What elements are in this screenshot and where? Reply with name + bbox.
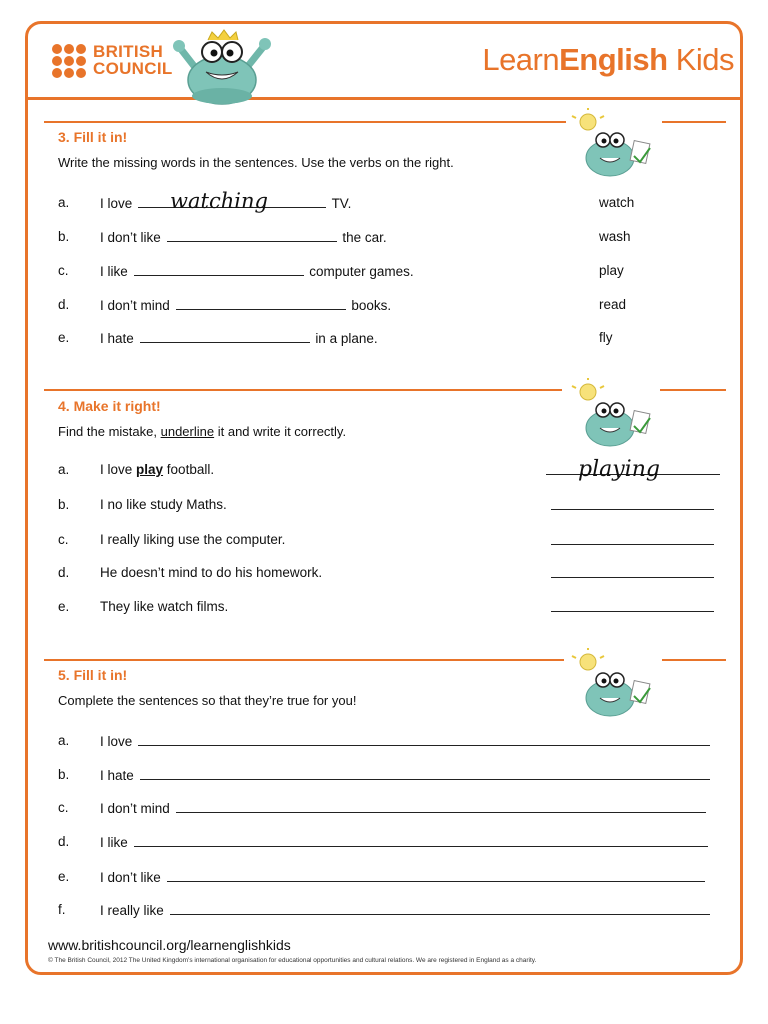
s5-row: c. I don’t mind bbox=[58, 798, 718, 818]
s4-row: b. I no like study Maths. bbox=[58, 495, 718, 515]
mascot-idea-icon bbox=[570, 648, 658, 722]
header-divider bbox=[25, 97, 743, 100]
section5-instruction: Complete the sentences so that they’re true for you! bbox=[58, 693, 357, 708]
handwritten-answer: watching bbox=[170, 189, 268, 213]
handwritten-correction: playing bbox=[578, 457, 660, 482]
section3-title: 3. Fill it in! bbox=[58, 129, 128, 145]
s3-row: b. I don’t like the car. wash bbox=[58, 229, 631, 245]
underlined-mistake: play bbox=[136, 462, 164, 477]
verb-option: wash bbox=[599, 229, 631, 244]
footer-copyright: © The British Council, 2012 The United Kingdom’s international organisation for educational opportunities and cultural relations. We are registered in England as a charity. bbox=[48, 957, 537, 964]
response-blank[interactable] bbox=[140, 765, 710, 780]
section3-instruction: Write the missing words in the sentences. Use the verbs on the right. bbox=[58, 155, 454, 170]
mascot-idea-icon bbox=[570, 378, 658, 452]
section5-rule-left bbox=[44, 659, 564, 661]
british-council-logo bbox=[52, 42, 192, 82]
correction-blank[interactable] bbox=[551, 495, 714, 510]
s5-row: f. I really like bbox=[58, 900, 718, 920]
verb-option: watch bbox=[599, 195, 635, 210]
learnenglish-kids-logo: LearnEnglish Kids bbox=[482, 42, 734, 77]
s3-row: e. I hate in a plane. fly bbox=[58, 330, 613, 346]
response-blank[interactable] bbox=[138, 731, 710, 746]
correction-blank[interactable] bbox=[546, 457, 720, 482]
s4-row: a. I love play football. playing bbox=[58, 460, 718, 480]
mascot-idea-icon bbox=[570, 108, 658, 182]
logo-dots-icon bbox=[52, 44, 88, 80]
answer-blank[interactable] bbox=[134, 261, 304, 276]
s4-row: c. I really liking use the computer. bbox=[58, 530, 718, 550]
section5-rule-right bbox=[662, 659, 726, 661]
s3-row: a. I love watching TV. watch bbox=[58, 189, 635, 213]
answer-blank[interactable] bbox=[140, 328, 310, 343]
answer-blank[interactable] bbox=[167, 227, 337, 242]
section3-rule-left bbox=[44, 121, 566, 123]
s3-row: d. I don’t mind books. read bbox=[58, 297, 627, 313]
section4-instruction: Find the mistake, underline it and write it correctly. bbox=[58, 424, 347, 439]
footer-url[interactable]: www.britishcouncil.org/learnenglishkids bbox=[48, 937, 291, 953]
s4-row: d. He doesn’t mind to do his homework. bbox=[58, 563, 718, 583]
section4-rule-left bbox=[44, 389, 562, 391]
response-blank[interactable] bbox=[176, 798, 706, 813]
s5-row: e. I don’t like bbox=[58, 867, 718, 887]
section4-title: 4. Make it right! bbox=[58, 398, 161, 414]
s5-row: b. I hate bbox=[58, 765, 718, 785]
section5-title: 5. Fill it in! bbox=[58, 667, 128, 683]
verb-option: read bbox=[599, 297, 627, 312]
section3-rule-right bbox=[662, 121, 726, 123]
correction-blank[interactable] bbox=[551, 530, 714, 545]
verb-option: fly bbox=[599, 330, 613, 345]
verb-option: play bbox=[599, 263, 624, 278]
answer-blank[interactable] bbox=[138, 189, 326, 213]
s4-row: e. They like watch films. bbox=[58, 597, 718, 617]
section4-rule-right bbox=[660, 389, 726, 391]
monster-mascot-icon bbox=[172, 28, 272, 106]
correction-blank[interactable] bbox=[551, 597, 714, 612]
correction-blank[interactable] bbox=[551, 563, 714, 578]
response-blank[interactable] bbox=[170, 900, 710, 915]
response-blank[interactable] bbox=[167, 867, 705, 882]
response-blank[interactable] bbox=[134, 832, 708, 847]
s5-row: d. I like bbox=[58, 832, 718, 852]
s3-row: c. I like computer games. play bbox=[58, 263, 624, 279]
org-name: BRITISH COUNCIL bbox=[93, 42, 173, 78]
answer-blank[interactable] bbox=[176, 295, 346, 310]
s5-row: a. I love bbox=[58, 731, 718, 751]
